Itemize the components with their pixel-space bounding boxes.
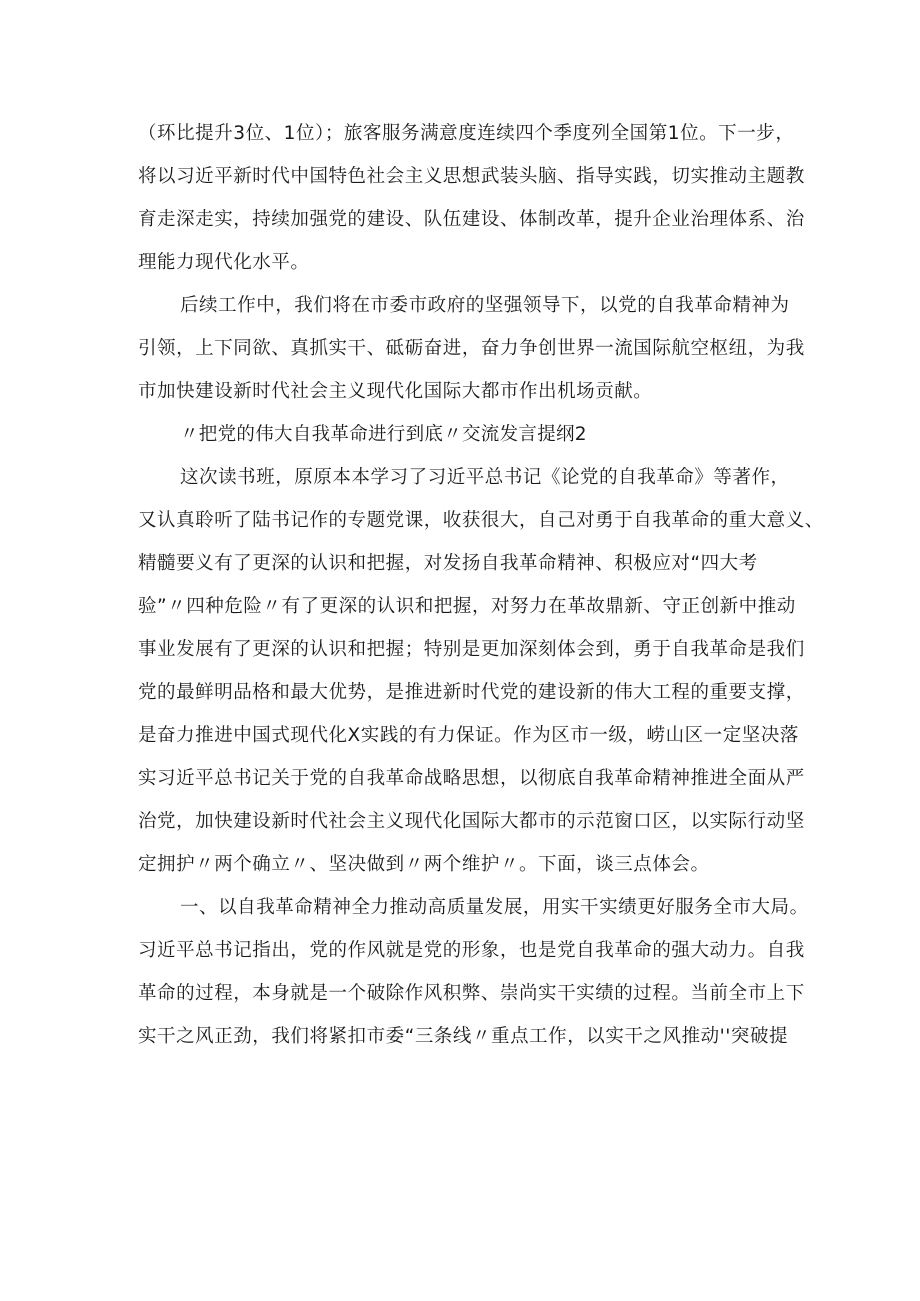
paragraph-3-line-7: 是奋力推进中国式现代化X实践的有力保证。作为区市一级，崂山区一定坚决落 [138, 725, 799, 746]
paragraph-3-line-9: 治党，加快建设新时代社会主义现代化国际大都市的示范窗口区，以实际行动坚 [138, 811, 805, 832]
paragraph-1-line-3: 育走深走实，持续加强党的建设、队伍建设、体制改革，提升企业治理体系、治 [138, 209, 805, 230]
paragraph-4-line-2: 习近平总书记指出，党的作风就是党的形象，也是党自我革命的强大动力。自我 [138, 940, 805, 961]
paragraph-3-line-6: 党的最鲜明品格和最大优势，是推进新时代党的建设新的伟大工程的重要支撑， [138, 682, 805, 703]
paragraph-3-line-4: 验”〃四种危险〃有了更深的认识和把握，对努力在革故鼎新、守正创新中推动 [138, 596, 796, 617]
paragraph-3-line-5: 事业发展有了更深的认识和把握；特别是更加深刻体会到，勇于自我革命是我们 [138, 639, 805, 660]
paragraph-3-line-1: 这次读书班，原原本本学习了习近平总书记《论党的自我革命》等著作， [180, 467, 790, 488]
paragraph-2-line-1: 后续工作中，我们将在市委市政府的坚强领导下，以党的自我革命精神为 [180, 295, 790, 316]
section-title: 〃把党的伟大自我革命进行到底〃交流发言提纲2 [180, 424, 587, 445]
paragraph-4-line-1: 一、以自我革命精神全力推动高质量发展，用实干实绩更好服务全市大局。 [180, 897, 809, 918]
paragraph-4-line-4: 实干之风正劲，我们将紧扣市委“三条线〃重点工作，以实干之风推动''突破提 [138, 1026, 789, 1047]
paragraph-3-line-3: 精髓要义有了更深的认识和把握，对发扬自我革命精神、积极应对“四大考 [138, 553, 758, 574]
paragraph-3-line-2: 又认真聆听了陆书记作的专题党课，收获很大，自己对勇于自我革命的重大意义、 [138, 510, 824, 531]
paragraph-1-line-4: 理能力现代化水平。 [138, 252, 310, 273]
paragraph-3-line-10: 定拥护〃两个确立〃、坚决做到〃两个维护〃。下面，谈三点体会。 [138, 854, 710, 875]
paragraph-2-line-3: 市加快建设新时代社会主义现代化国际大都市作出机场贡献。 [138, 381, 653, 402]
paragraph-3-line-8: 实习近平总书记关于党的自我革命战略思想，以彻底自我革命精神推进全面从严 [138, 768, 805, 789]
paragraph-4-line-3: 革命的过程，本身就是一个破除作风积弊、崇尚实干实绩的过程。当前全市上下 [138, 983, 805, 1004]
paragraph-2-line-2: 引领，上下同欲、真抓实干、砥砺奋进，奋力争创世界一流国际航空枢纽，为我 [138, 338, 805, 359]
paragraph-1-line-1: （环比提升3位、1位）；旅客服务满意度连续四个季度列全国第1位。下一步， [138, 123, 795, 144]
paragraph-1-line-2: 将以习近平新时代中国特色社会主义思想武装头脑、指导实践，切实推动主题教 [138, 166, 805, 187]
